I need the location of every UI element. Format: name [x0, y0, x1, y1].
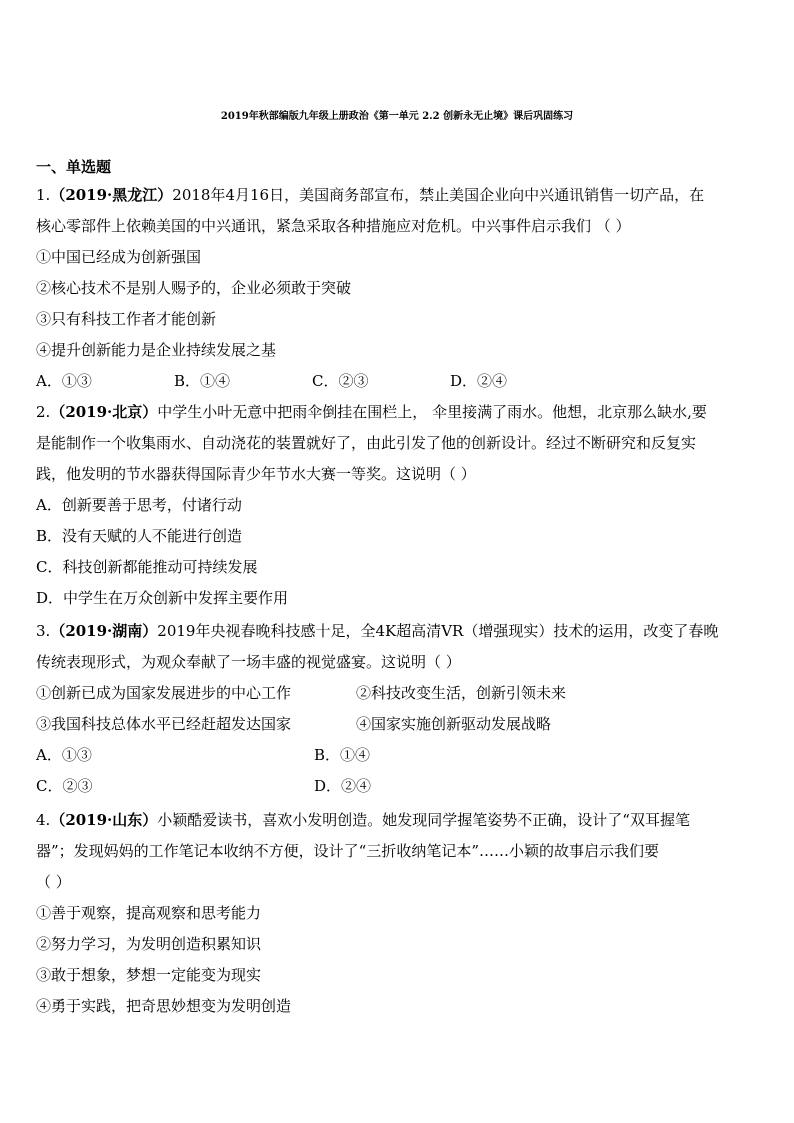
question-3-options-row-1	[36, 743, 592, 767]
question-3-line-1	[36, 619, 718, 643]
question-3-statement-4: ④国家实施创新驱动发展战略	[356, 715, 552, 733]
question-2-source: （2019·北京）	[50, 403, 158, 421]
question-2-line-2: 是能制作一个收集雨水、自动浇花的装置就好了，由此引发了他的创新设计。经过不断研究和反复实	[36, 434, 697, 452]
question-4-statement-4: ④勇于实践，把奇思妙想变为发明创造	[36, 997, 292, 1015]
question-4-statement-2: ②努力学习，为发明创造积累知识	[36, 935, 262, 953]
question-1-number: 1.	[36, 186, 51, 204]
question-3-option-d: D．②④	[314, 777, 372, 795]
question-1-line-1	[36, 183, 704, 207]
question-3-line-2: 传统表现形式，为观众奉献了一场丰盛的视觉盛宴。这说明（ ）	[36, 653, 461, 671]
question-3-options-row-2	[36, 774, 592, 798]
question-2-text: 中学生小叶无意中把雨伞倒挂在围栏上， 伞里接满了雨水。他想，北京那么缺水,要	[157, 403, 707, 421]
question-4-number: 4.	[36, 811, 51, 829]
question-1-option-d: D．②④	[450, 372, 508, 390]
question-3-statement-2: ②科技改变生活，创新引领未来	[356, 684, 567, 702]
question-1-line-2: 核心零部件上依赖美国的中兴通讯，紧急采取各种措施应对危机。中兴事件启示我们 （ ）	[36, 217, 631, 235]
question-4-line-2: 器”；发现妈妈的工作笔记本收纳不方便，设计了“三折收纳笔记本”……小颖的故事启示我们要	[36, 842, 660, 860]
question-1-statement-1: ①中国已经成为创新强国	[36, 248, 202, 266]
question-1-options	[36, 369, 588, 393]
question-4-text: 小颖酷爱读书，喜欢小发明创造。她发现同学握笔姿势不正确，设计了“双耳握笔	[157, 811, 690, 829]
question-2-option-a: A．创新要善于思考，付诸行动	[36, 496, 242, 514]
question-3-option-c: C．②③	[36, 777, 93, 795]
question-1-option-a: A．①③	[36, 372, 92, 390]
question-4-line-3: （ ）	[36, 873, 71, 891]
question-3-statement-3: ③我国科技总体水平已经赶超发达国家	[36, 715, 292, 733]
question-3-statements-row-1	[36, 681, 676, 705]
question-4-line-1	[36, 808, 690, 832]
page-title: 2019年秋部编版九年级上册政治《第一单元 2.2 创新永无止境》课后巩固练习	[220, 111, 574, 122]
question-3-source: （2019·湖南）	[50, 622, 158, 640]
question-3-statements-row-2	[36, 712, 676, 736]
question-1-statement-3: ③只有科技工作者才能创新	[36, 310, 217, 328]
question-1-option-c: C．②③	[312, 372, 369, 390]
question-1-text: 2018年4月16日，美国商务部宣布，禁止美国企业向中兴通讯销售一切产品，在	[172, 186, 705, 204]
question-2-number: 2.	[36, 403, 51, 421]
question-3-statement-1: ①创新已成为国家发展进步的中心工作	[36, 684, 292, 702]
question-3-option-b: B．①④	[314, 746, 371, 764]
question-3-option-a: A．①③	[36, 746, 92, 764]
question-1-option-b: B．①④	[174, 372, 231, 390]
question-3-number: 3.	[36, 622, 51, 640]
question-1-statement-2: ②核心技术不是别人赐予的，企业必须敢于突破	[36, 279, 352, 297]
question-3-text: 2019年央视春晚科技感十足，全4K超高清VR（增强现实）技术的运用，改变了春晚	[157, 622, 719, 640]
question-2-line-1	[36, 400, 707, 424]
section-heading: 一、单选题	[36, 158, 112, 176]
question-4-statement-3: ③敢于想象，梦想一定能变为现实	[36, 966, 262, 984]
question-1-statement-4: ④提升创新能力是企业持续发展之基	[36, 341, 277, 359]
question-2-option-d: D．中学生在万众创新中发挥主要作用	[36, 589, 289, 607]
question-1-source: （2019·黑龙江）	[50, 186, 173, 204]
question-2-line-3: 践，他发明的节水器获得国际青少年节水大赛一等奖。这说明（ ）	[36, 465, 476, 483]
question-4-source: （2019·山东）	[50, 811, 158, 829]
question-2-option-b: B．没有天赋的人不能进行创造	[36, 527, 243, 545]
question-4-statement-1: ①善于观察，提高观察和思考能力	[36, 904, 262, 922]
question-2-option-c: C．科技创新都能推动可持续发展	[36, 558, 258, 576]
